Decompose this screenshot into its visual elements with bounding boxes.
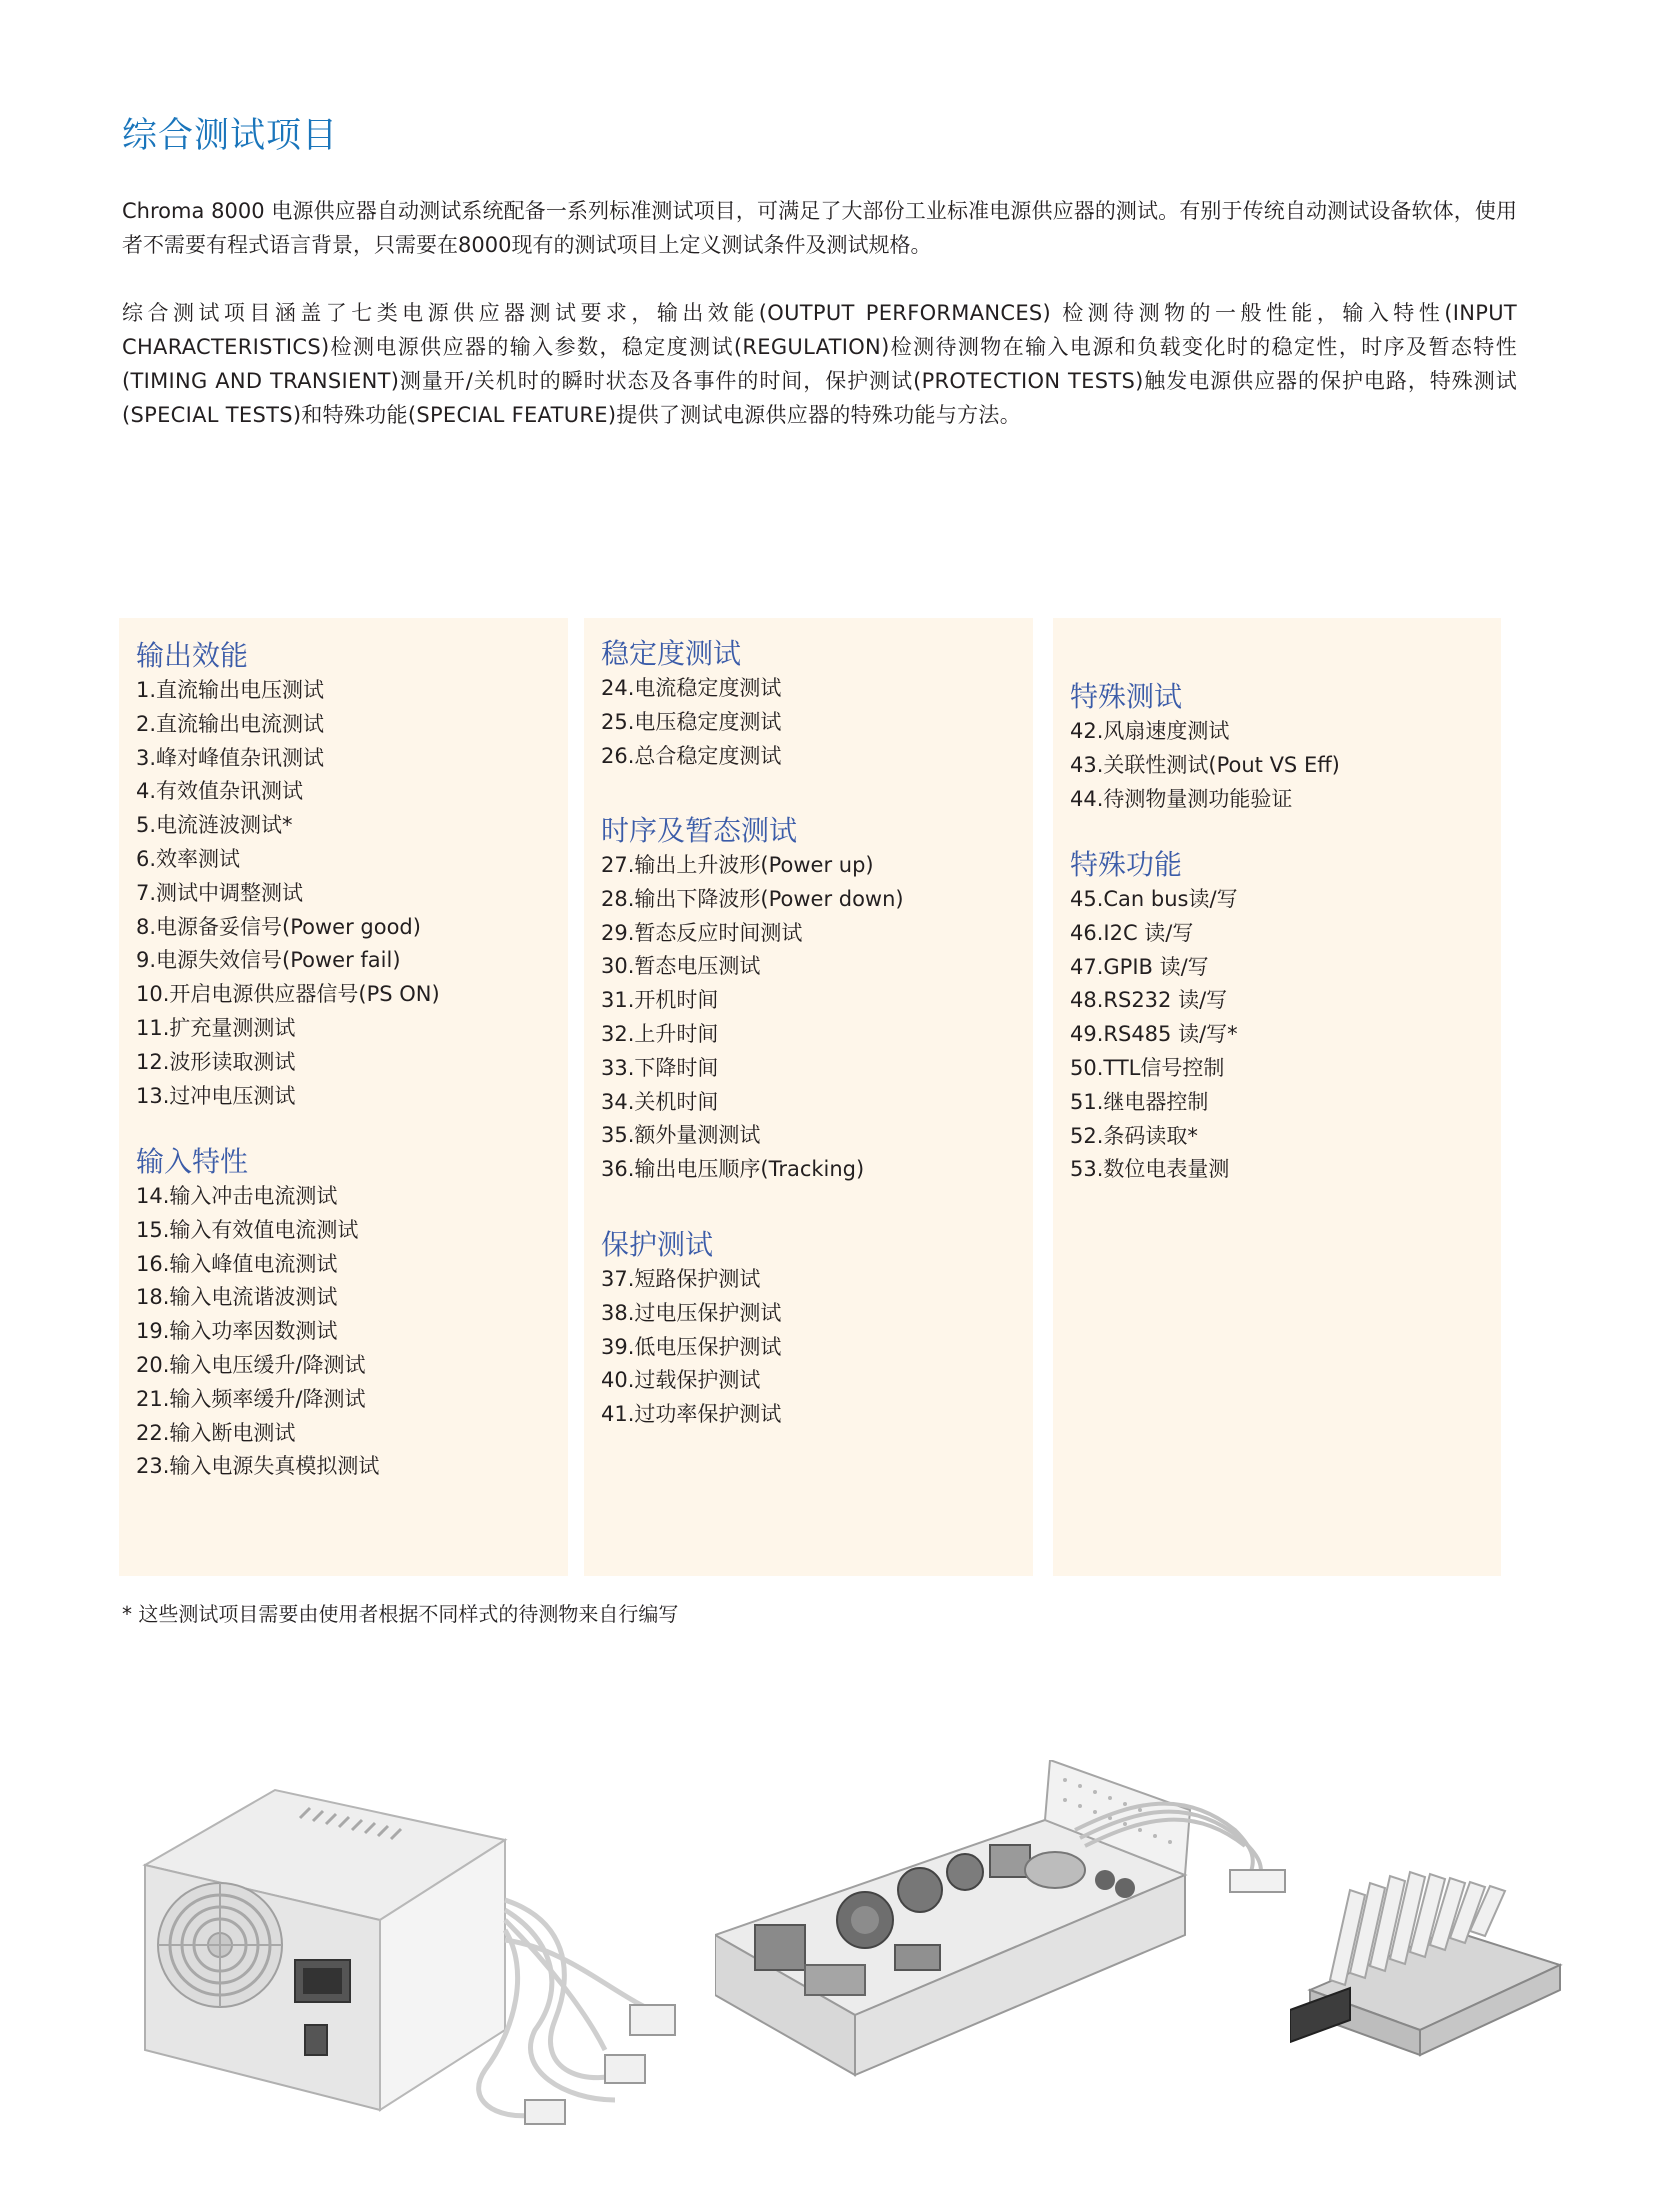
list-item: 37.短路保护测试 [601, 1267, 761, 1291]
section-special-tests [1070, 679, 1340, 816]
section-heading: 保护测试 [601, 1228, 714, 1261]
list-item: 20.输入电压缓升/降测试 [136, 1352, 366, 1377]
section-heading: 输出效能 [136, 639, 249, 672]
list-item: 27.输出上升波形(Power up) [601, 853, 874, 877]
open-frame-power-supply-image [715, 1760, 1305, 2090]
list-item: 51.继电器控制 [1070, 1089, 1209, 1114]
list-item: 31.开机时间 [601, 988, 719, 1013]
list-item: 49.RS485 读/写* [1070, 1022, 1238, 1047]
list-item: 30.暂态电压测试 [601, 954, 761, 979]
intro-paragraph-2: 综合测试项目涵盖了七类电源供应器测试要求，输出效能(OUTPUT PERFORMANCES) 检测待测物的一般性能，输入特性(INPUT CHARACTERISTICS)检测电源供应器的输入参数，稳定度测试(REGULATION)检测待测物在输入电源和负载变化时的稳定性，时序及暂态特性(TIMING AND TRANSIENT)测量开/关机时的瞬时状态及各事件的时间，保护测试(PROTECTION TESTS)触发电源供应器的保护电路，特殊测试(SPECIAL TESTS)和特殊功能(SPECIAL FEATURE)提供了测试电源供应器的特殊功能与方法。 [122, 301, 1517, 427]
test-column-2 [584, 618, 1033, 1576]
list-item: 26.总合稳定度测试 [601, 743, 782, 768]
list-item: 43.关联性测试(Pout VS Eff) [1070, 752, 1340, 777]
list-item: 38.过电压保护测试 [601, 1300, 782, 1325]
list-item: 8.电源备妥信号(Power good) [136, 914, 421, 939]
section-regulation [601, 636, 781, 773]
section-protection [601, 1227, 781, 1432]
item-list [136, 674, 440, 1113]
list-item: 12.波形读取测试 [136, 1049, 296, 1074]
list-item: 40.过载保护测试 [601, 1368, 761, 1393]
item-list [601, 1263, 781, 1432]
section-heading: 输入特性 [136, 1145, 249, 1178]
list-item: 24.电流稳定度测试 [601, 676, 782, 700]
section-special-feature [1070, 847, 1238, 1187]
list-item: 13.过冲电压测试 [136, 1083, 296, 1108]
section-heading: 特殊功能 [1070, 848, 1183, 881]
list-item: 11.扩充量测测试 [136, 1015, 296, 1040]
list-item: 25.电压稳定度测试 [601, 709, 782, 734]
list-item: 46.I2C 读/写 [1070, 920, 1194, 945]
list-item: 42.风扇速度测试 [1070, 719, 1230, 743]
list-item: 1.直流输出电压测试 [136, 678, 325, 702]
list-item: 53.数位电表量测 [1070, 1157, 1230, 1182]
section-input-characteristics [136, 1144, 379, 1484]
list-item: 14.输入冲击电流测试 [136, 1184, 338, 1208]
list-item: 48.RS232 读/写 [1070, 988, 1228, 1013]
list-item: 33.下降时间 [601, 1055, 719, 1080]
item-list [601, 849, 904, 1187]
item-list [1070, 883, 1238, 1187]
atx-power-supply-image [135, 1770, 715, 2140]
list-item: 9.电源失效信号(Power fail) [136, 948, 401, 973]
list-item: 50.TTL信号控制 [1070, 1055, 1225, 1080]
list-item: 4.有效值杂讯测试 [136, 779, 304, 804]
list-item: 44.待测物量测功能验证 [1070, 786, 1293, 811]
section-heading: 特殊测试 [1070, 680, 1183, 713]
section-heading: 时序及暂态测试 [601, 814, 798, 847]
list-item: 5.电流涟波测试* [136, 813, 293, 838]
footnote: * 这些测试项目需要由使用者根据不同样式的待测物来自行编写 [122, 1602, 679, 1626]
list-item: 21.输入频率缓升/降测试 [136, 1386, 366, 1411]
list-item: 18.输入电流谐波测试 [136, 1285, 338, 1310]
list-item: 10.开启电源供应器信号(PS ON) [136, 982, 440, 1007]
page-title: 综合测试项目 [122, 116, 339, 156]
list-item: 22.输入断电测试 [136, 1420, 296, 1445]
list-item: 41.过功率保护测试 [601, 1402, 782, 1427]
section-heading: 稳定度测试 [601, 637, 742, 670]
test-column-1 [119, 618, 568, 1576]
list-item: 16.输入峰值电流测试 [136, 1251, 338, 1276]
list-item: 35.额外量测测试 [601, 1123, 761, 1148]
section-output-performance [136, 638, 440, 1113]
list-item: 34.关机时间 [601, 1089, 719, 1114]
intro-paragraph-1: Chroma 8000 电源供应器自动测试系统配备一系列标准测试项目，可满足了大部份工业标准电源供应器的测试。有别于传统自动测试设备软体，使用者不需要有程式语言背景，只需要在8000现有的测试项目上定义测试条件及测试规格。 [122, 199, 1517, 257]
list-item: 28.输出下降波形(Power down) [601, 886, 904, 911]
list-item: 23.输入电源失真模拟测试 [136, 1454, 380, 1479]
list-item: 47.GPIB 读/写 [1070, 954, 1209, 979]
list-item: 52.条码读取* [1070, 1123, 1198, 1148]
list-item: 19.输入功率因数测试 [136, 1319, 338, 1344]
list-item: 39.低电压保护测试 [601, 1334, 782, 1359]
list-item: 29.暂态反应时间测试 [601, 920, 803, 945]
item-list [1070, 715, 1340, 816]
list-item: 3.峰对峰值杂讯测试 [136, 745, 325, 770]
item-list [601, 672, 781, 773]
list-item: 32.上升时间 [601, 1021, 719, 1046]
list-item: 45.Can bus读/写 [1070, 887, 1238, 911]
list-item: 6.效率测试 [136, 846, 241, 871]
section-timing-transient [601, 813, 904, 1187]
list-item: 7.测试中调整测试 [136, 880, 304, 905]
test-column-3 [1053, 618, 1501, 1576]
list-item: 36.输出电压顺序(Tracking) [601, 1157, 865, 1182]
item-list [136, 1180, 379, 1484]
list-item: 15.输入有效值电流测试 [136, 1217, 359, 1242]
list-item: 2.直流输出电流测试 [136, 711, 325, 736]
dc-dc-module-heatsink-image [1290, 1870, 1570, 2070]
